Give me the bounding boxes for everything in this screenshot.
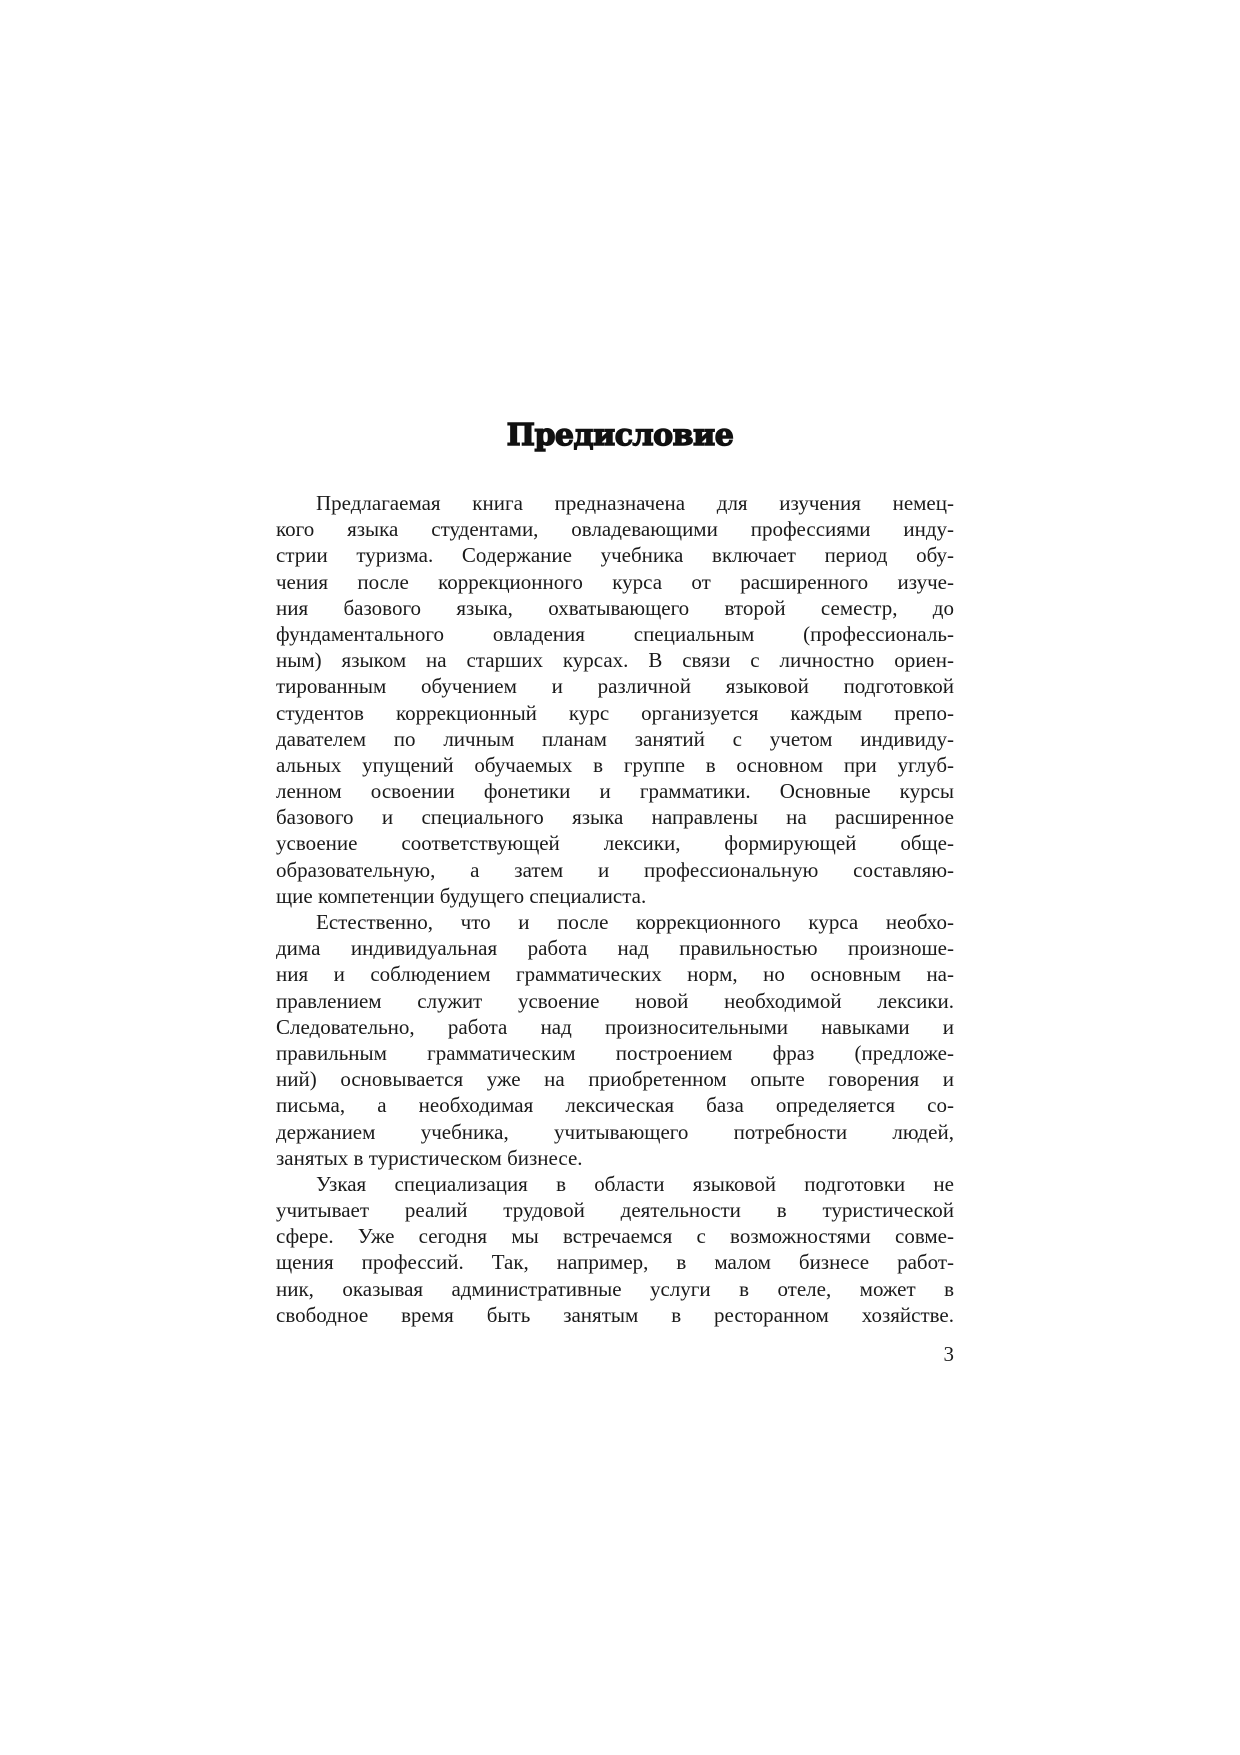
text-line: учитывает реалий трудовой деятельности в туристической — [276, 1198, 954, 1223]
text-line: Узкая специализация в области языковой подготовки не — [316, 1171, 954, 1196]
text-line: ния базового языка, охватывающего второй семестр, до — [276, 595, 954, 620]
text-line: тированным обучением и различной языковой подготовкой — [276, 674, 954, 699]
text-line: фундаментального овладения специальным (профессиональ- — [276, 621, 954, 646]
text-line: студентов коррекционный курс организуется каждым препо- — [276, 700, 954, 725]
text-line: стрии туризма. Содержание учебника включает период обу- — [276, 543, 954, 568]
text-line: ник, оказывая административные услуги в отеле, может в — [276, 1276, 954, 1301]
text-line: свободное время быть занятым в ресторанном хозяйстве. — [276, 1302, 954, 1327]
text-line: ний) основывается уже на приобретенном опыте говорения и — [276, 1067, 954, 1092]
text-line: давателем по личным планам занятий с учетом индивиду- — [276, 726, 954, 751]
text-line: альных упущений обучаемых в группе в основном при углуб- — [276, 752, 954, 777]
text-line: держанием учебника, учитывающего потребности людей, — [276, 1119, 954, 1144]
text-line: дима индивидуальная работа над правильностью произноше- — [276, 936, 954, 961]
text-line: Естественно, что и после коррекционного курса необхо- — [316, 910, 954, 934]
text-line: кого языка студентами, овладевающими профессиями инду- — [276, 517, 954, 542]
preface-body — [276, 490, 954, 1328]
text-line: сфере. Уже сегодня мы встречаемся с возможностями совме- — [276, 1224, 954, 1249]
text-line: образовательную, а затем и профессиональную составляю- — [276, 857, 954, 882]
text-line: щие компетенции будущего специалиста. — [276, 883, 647, 908]
text-line: чения после коррекционного курса от расширенного изуче- — [276, 569, 954, 594]
text-line: ния и соблюдением грамматических норм, но основным на- — [276, 962, 954, 987]
text-line: правлением служит усвоение новой необходимой лексики. — [276, 988, 954, 1013]
text-line: правильным грамматическим построением фраз (предложе- — [276, 1040, 954, 1065]
text-line: ным) языком на старших курсах. В связи с личностно ориен- — [276, 648, 954, 673]
text-line: ленном освоении фонетики и грамматики. Основные курсы — [276, 779, 954, 804]
page-number: 3 — [943, 1342, 954, 1366]
text-line: усвоение соответствующей лексики, формирующей обще- — [276, 831, 954, 856]
text-line: базового и специального языка направлены на расширенное — [276, 805, 954, 830]
text-line: письма, а необходимая лексическая база определяется со- — [276, 1093, 954, 1118]
text-line: щения профессий. Так, например, в малом бизнесе работ- — [276, 1250, 954, 1275]
text-line: Предлагаемая книга предназначена для изучения немец- — [316, 491, 954, 515]
text-line: занятых в туристическом бизнесе. — [276, 1145, 583, 1170]
text-line: Следовательно, работа над произносительными навыками и — [276, 1014, 954, 1039]
page-title: Предисловие — [506, 418, 734, 453]
